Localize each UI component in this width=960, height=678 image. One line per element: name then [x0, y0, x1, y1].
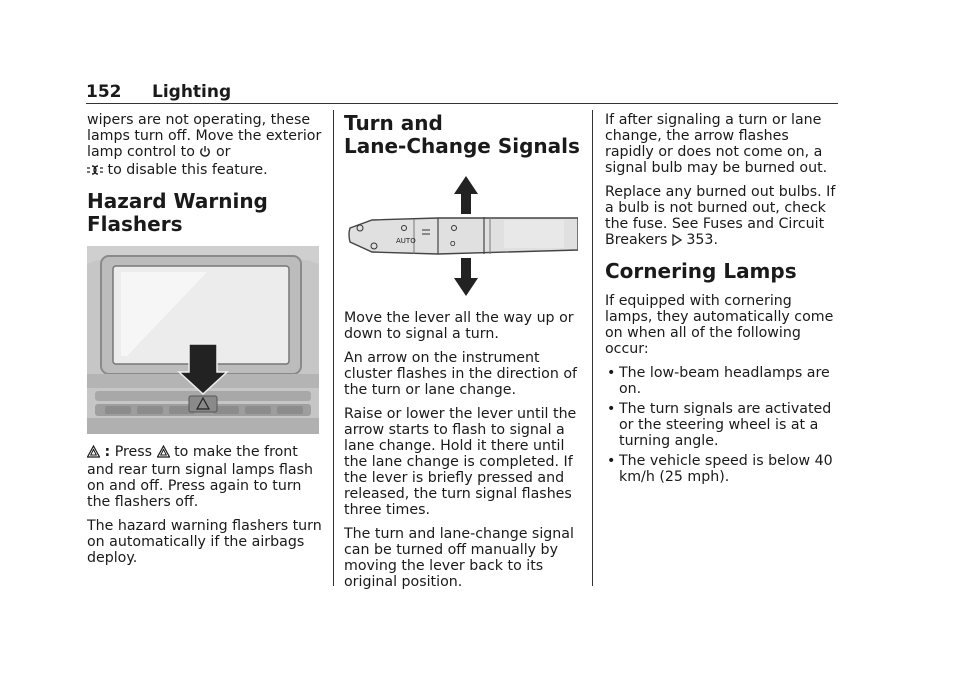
fuse-page-ref[interactable]: 353.	[686, 232, 718, 248]
cornering-conditions-list	[605, 365, 841, 485]
lever-auto-label: AUTO	[396, 237, 416, 245]
column-3	[605, 112, 841, 489]
hazard-title-line2: Flashers	[87, 212, 183, 236]
airbag-paragraph: The hazard warning flashers turn on automatically if the airbags deploy.	[87, 518, 322, 566]
turn-p2: An arrow on the instrument cluster flashes in the direction of the turn or lane change.	[344, 350, 577, 398]
column-2	[344, 112, 580, 598]
turn-signal-lever-illustration	[344, 168, 578, 300]
hazard-icon	[87, 445, 100, 462]
hazard-paragraph	[87, 444, 323, 510]
up-arrow-icon	[454, 176, 478, 214]
column-divider-2	[592, 110, 593, 586]
column-1	[87, 112, 323, 574]
column-divider-1	[333, 110, 334, 586]
hazard-button-illustration	[87, 246, 319, 434]
hazard-section-heading	[87, 190, 323, 236]
lever-o-label: O	[450, 240, 456, 248]
hazard-description: to make the front and rear turn signal lamps flash on and off. Press again to turn the flashers off.	[87, 444, 313, 510]
turn-p3: Raise or lower the lever until the arrow starts to flash to signal a lane change. Hold it there until the lane change is completed. If the lever is briefly pressed and released, the turn signal flashes three times.	[344, 406, 577, 518]
power-icon	[199, 145, 211, 162]
cornering-heading: Cornering Lamps	[605, 259, 797, 283]
intro-paragraph	[87, 112, 323, 180]
bulb-paragraph: If after signaling a turn or lane change, the arrow flashes rapidly or does not come on, a signal bulb may be burned out.	[605, 112, 828, 176]
intro-text-end: to disable this feature.	[107, 162, 268, 178]
down-arrow-icon	[454, 258, 478, 296]
hazard-press: Press	[114, 444, 153, 460]
turn-p4: The turn and lane-change signal can be turned off manually by moving the lever back to its original position.	[344, 526, 574, 590]
fuse-text: Replace any burned out bulbs. If a bulb is not burned out, check the fuse. See Fuses and Circuit Breakers	[605, 184, 836, 248]
hazard-colon: :	[104, 444, 111, 460]
fuse-paragraph	[605, 184, 841, 250]
cornering-paragraph: If equipped with cornering lamps, they automatically come on when all of the following occur:	[605, 293, 834, 357]
header-rule	[86, 103, 838, 104]
turn-p1: Move the lever all the way up or down to signal a turn.	[344, 310, 574, 342]
page-ref-icon	[672, 234, 682, 250]
hazard-title-line1: Hazard Warning	[87, 189, 268, 213]
hazard-icon	[157, 445, 170, 462]
turn-title-line1: Turn and	[344, 111, 443, 135]
page-number: 152	[86, 82, 122, 102]
list-item: • The turn signals are activated or the steering wheel is at a turning angle.	[619, 401, 841, 449]
section-title: Lighting	[152, 82, 232, 102]
list-item: • The vehicle speed is below 40 km/h (25 mph).	[619, 453, 841, 485]
parking-lamp-icon	[87, 164, 103, 180]
intro-or: or	[215, 144, 231, 160]
intro-text: wipers are not operating, these lamps turn off. Move the exterior lamp control to	[87, 112, 322, 160]
turn-title-line2: Lane-Change Signals	[344, 134, 580, 158]
page-header	[86, 80, 838, 102]
list-item: • The low-beam headlamps are on.	[619, 365, 841, 397]
turn-signal-heading	[344, 112, 580, 158]
